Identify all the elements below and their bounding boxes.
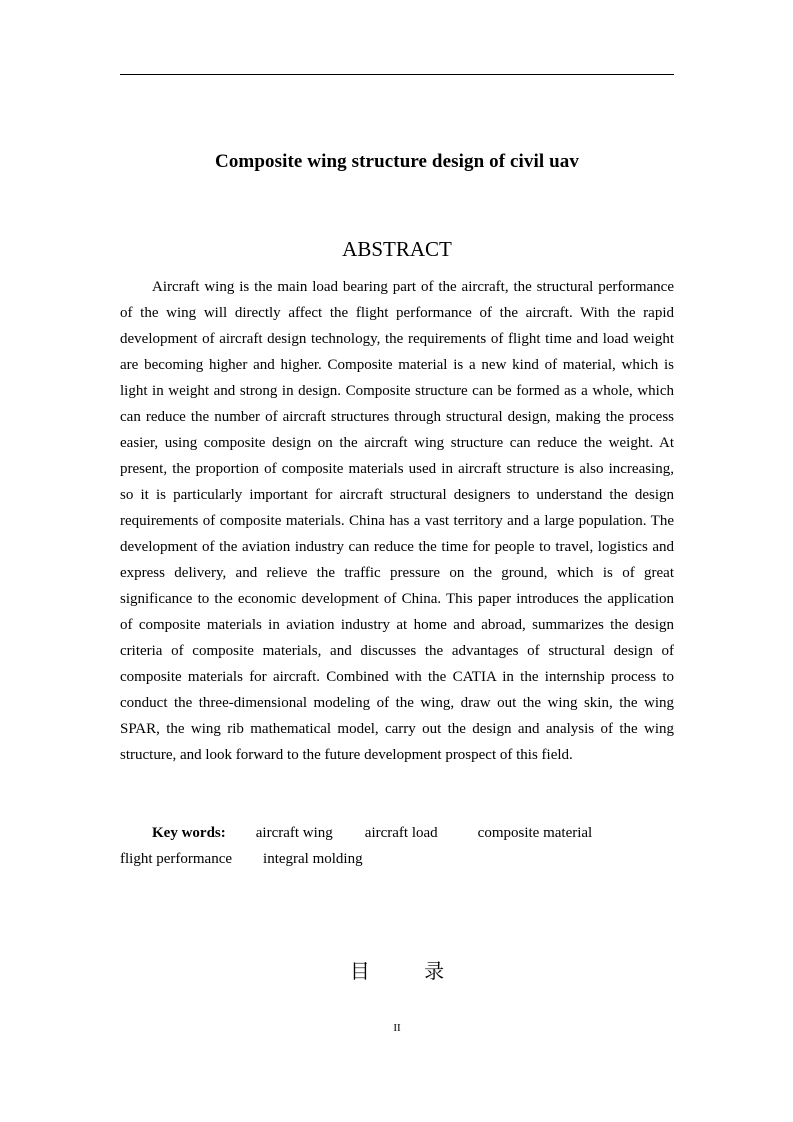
keywords-section xyxy=(120,820,674,872)
keywords-line-1 xyxy=(120,820,674,846)
keyword-item: flight performance xyxy=(120,851,233,867)
keywords-line-2 xyxy=(120,846,674,872)
keywords-label: Key words: xyxy=(152,825,226,841)
keyword-item: aircraft load xyxy=(364,825,438,841)
document-title: Composite wing structure design of civil uav xyxy=(215,151,579,172)
header-rule xyxy=(120,74,674,75)
keyword-item: integral molding xyxy=(263,851,363,867)
page-number: II xyxy=(393,1022,401,1034)
keyword-item: aircraft wing xyxy=(255,825,333,841)
abstract-heading: ABSTRACT xyxy=(342,237,452,261)
table-of-contents-heading: 目 录 xyxy=(349,959,469,983)
abstract-body: Aircraft wing is the main load bearing part of the aircraft, the structural performance of the wing will directly affect the flight performance of the aircraft. With the rapid development of aircraft design technology, the requirements of flight time and load weight are becoming higher and higher. Composite material is a new kind of material, which is light in weight and strong in design. Composite structure can be formed as a whole, which can reduce the number of aircraft structures through structural design, making the process easier, using composite design on the aircraft wing structure can reduce the weight. At present, the proportion of composite materials used in aircraft structure is also increasing, so it is particularly important for aircraft structural designers to understand the design requirements of composite materials. China has a vast territory and a large population. The development of the aviation industry can reduce the time for people to travel, logistics and express delivery, and relieve the traffic pressure on the ground, which is of great significance to the economic development of China. This paper introduces the application of composite materials in aviation industry at home and abroad, summarizes the design criteria of composite materials, and discusses the advantages of structural design of composite materials for aircraft. Combined with the CATIA in the internship process to conduct the three-dimensional modeling of the wing, draw out the wing skin, the wing SPAR, the wing rib mathematical model, carry out the design and analysis of the wing structure, and look forward to the future development prospect of this field. xyxy=(120,279,674,763)
keyword-item: composite material xyxy=(477,825,593,841)
